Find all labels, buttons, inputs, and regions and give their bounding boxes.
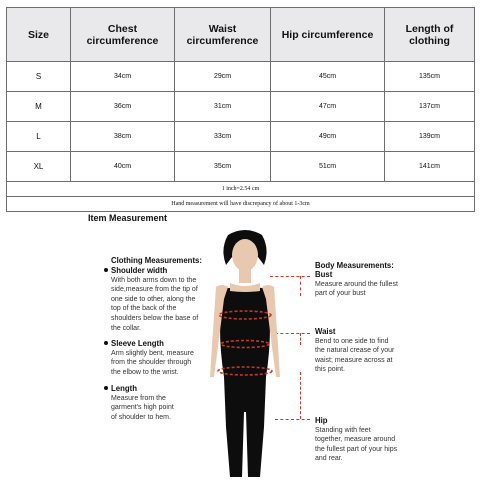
hip-value: 49cm	[271, 122, 385, 152]
size-label: XL	[7, 152, 71, 182]
length-note	[111, 384, 181, 422]
size-label: L	[7, 122, 71, 152]
waist-value: 29cm	[175, 62, 271, 92]
shoulder-text: With both arms down to the side,measure from the tip of one side to other, along the top of the back of the shoulders below the base of the collar.	[111, 276, 199, 332]
hip-value: 47cm	[271, 92, 385, 122]
hip-value: 51cm	[271, 152, 385, 182]
hip-title: Hip	[315, 416, 328, 425]
clothing-heading-label: Clothing Measurements:	[111, 256, 202, 265]
bust-text: Measure around the fullest part of your bust	[315, 280, 398, 298]
header-chest: Chest circumference	[71, 8, 175, 62]
bullet-icon	[104, 268, 108, 272]
length-value: 135cm	[385, 62, 475, 92]
chest-value: 40cm	[71, 152, 175, 182]
discrepancy-row	[7, 197, 475, 212]
header-size: Size	[7, 8, 71, 62]
size-label: S	[7, 62, 71, 92]
discrepancy-note: Hand measurement will have discrepancy of about 1-3cm	[7, 197, 475, 212]
waist-value: 35cm	[175, 152, 271, 182]
length-title: Length	[111, 384, 137, 393]
hip-note	[315, 416, 399, 464]
waist-text: Bend to one side to find the natural crease of your waist; measure across at this point.	[315, 337, 395, 374]
bullet-icon	[104, 341, 108, 345]
table-row	[7, 62, 475, 92]
table-row	[7, 92, 475, 122]
hip-value: 45cm	[271, 62, 385, 92]
length-text: Measure from the garment's high point of shoulder to hem.	[111, 394, 174, 421]
length-value: 141cm	[385, 152, 475, 182]
bust-title: Bust	[315, 270, 333, 279]
sleeve-title: Sleeve Length	[111, 339, 164, 348]
table-row	[7, 152, 475, 182]
length-value: 139cm	[385, 122, 475, 152]
header-waist: Waist circumference	[175, 8, 271, 62]
conversion-row	[7, 182, 475, 197]
header-hip: Hip circumference	[271, 8, 385, 62]
hip-text: Standing with feet together, measure around the fullest part of your hips and rear.	[315, 426, 398, 463]
chest-value: 34cm	[71, 62, 175, 92]
header-length: Length of clothing	[385, 8, 475, 62]
bullet-icon	[104, 386, 108, 390]
chest-value: 36cm	[71, 92, 175, 122]
table-row	[7, 122, 475, 152]
waist-title: Waist	[315, 327, 336, 336]
table-header-row	[7, 8, 475, 62]
conversion-note: 1 inch=2.54 cm	[7, 182, 475, 197]
length-value: 137cm	[385, 92, 475, 122]
shoulder-title: Shoulder width	[111, 266, 168, 275]
body-heading-label: Body Measurements:	[315, 261, 394, 270]
sleeve-text: Arm slightly bent, measure from the shoulder through the elbow to the wrist.	[111, 349, 194, 376]
bust-note	[315, 270, 405, 299]
chest-value: 38cm	[71, 122, 175, 152]
waist-value: 33cm	[175, 122, 271, 152]
size-chart-table	[6, 7, 475, 212]
section-title: Item Measurement	[88, 213, 168, 223]
waist-note	[315, 327, 397, 375]
waist-value: 31cm	[175, 92, 271, 122]
size-label: M	[7, 92, 71, 122]
model-figure	[178, 227, 313, 480]
